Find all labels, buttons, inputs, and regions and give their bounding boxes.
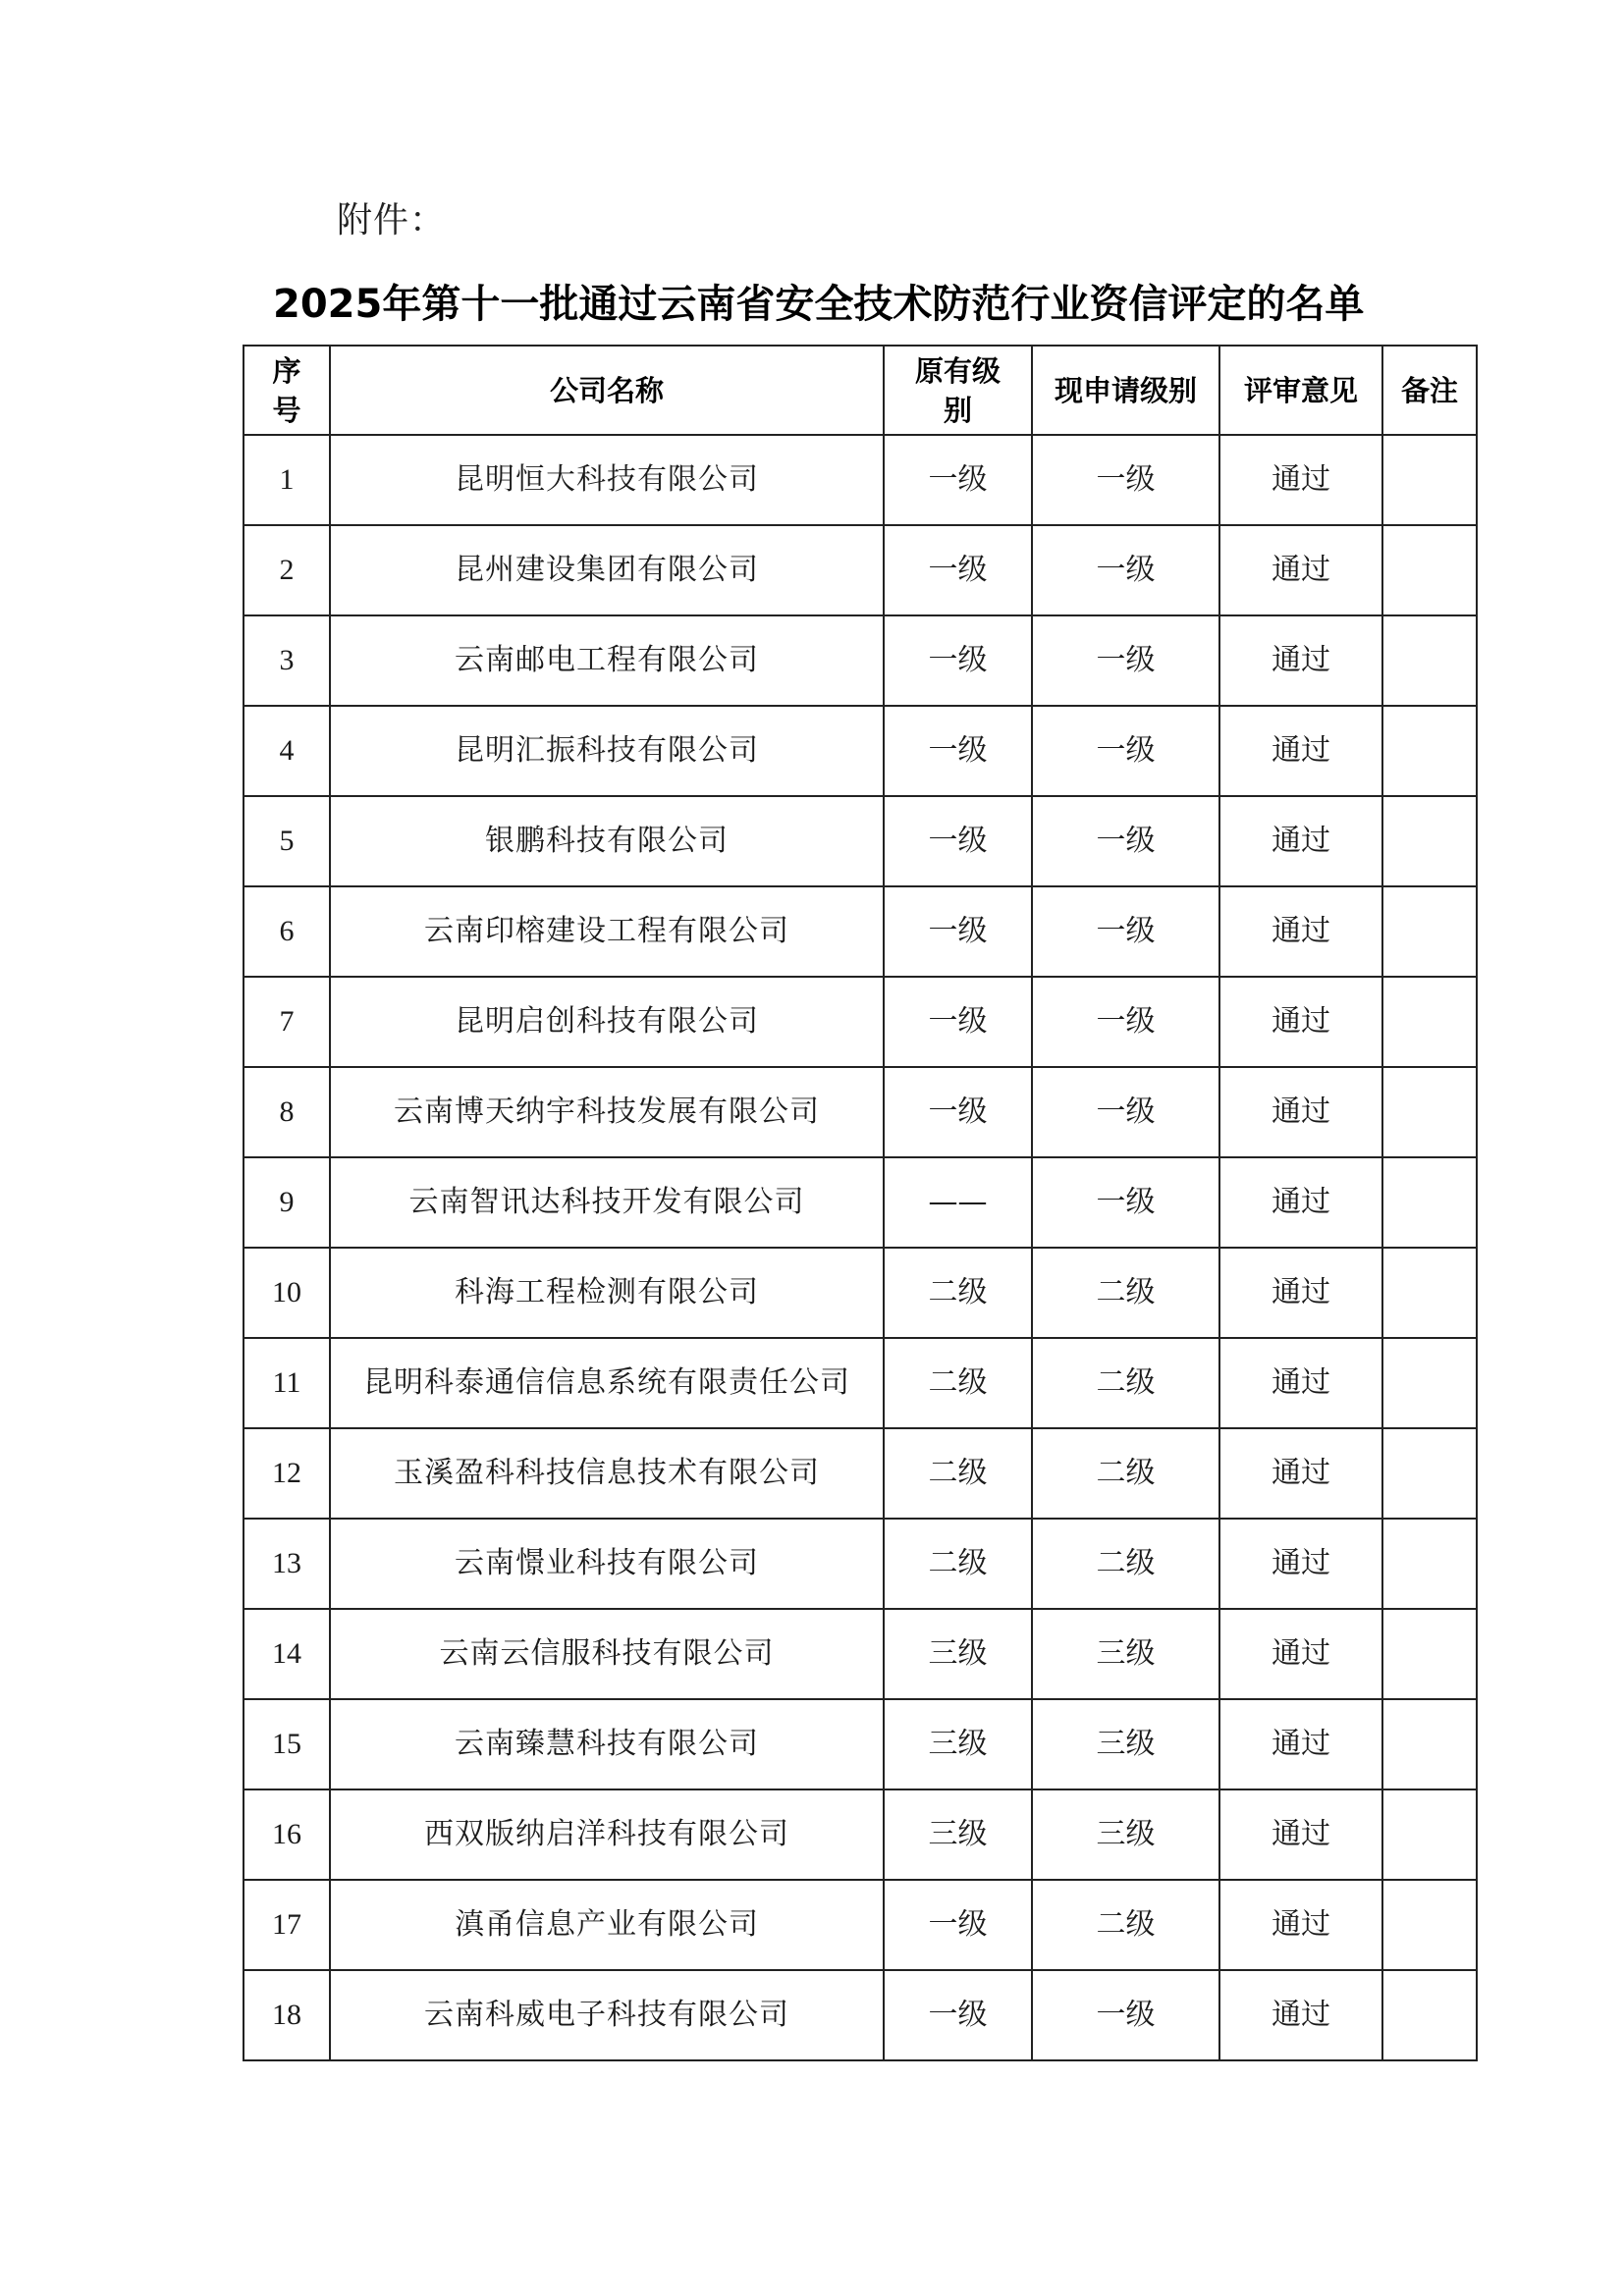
cell-original-level: 三级 (884, 1609, 1032, 1699)
cell-original-level: 一级 (884, 1970, 1032, 2060)
cell-note (1382, 1519, 1477, 1609)
cell-review-opinion: 通过 (1219, 1699, 1382, 1789)
cell-company: 玉溪盈科科技信息技术有限公司 (330, 1428, 884, 1519)
table-header-row (244, 346, 1477, 435)
cell-original-level: 一级 (884, 435, 1032, 525)
cell-seq: 11 (244, 1338, 330, 1428)
cell-seq: 18 (244, 1970, 330, 2060)
cell-company: 科海工程检测有限公司 (330, 1248, 884, 1338)
cell-review-opinion: 通过 (1219, 1609, 1382, 1699)
header-review-opinion: 评审意见 (1219, 346, 1382, 435)
table-row (244, 1970, 1477, 2060)
cell-original-level: 一级 (884, 1880, 1032, 1970)
cell-company: 昆明恒大科技有限公司 (330, 435, 884, 525)
cell-company: 银鹏科技有限公司 (330, 796, 884, 886)
cell-review-opinion: 通过 (1219, 977, 1382, 1067)
approval-list-table (243, 345, 1478, 2061)
header-seq-line2: 号 (272, 393, 301, 427)
cell-company: 云南憬业科技有限公司 (330, 1519, 884, 1609)
cell-company: 云南臻慧科技有限公司 (330, 1699, 884, 1789)
cell-original-level: 二级 (884, 1248, 1032, 1338)
cell-original-level: 一级 (884, 706, 1032, 796)
cell-seq: 15 (244, 1699, 330, 1789)
header-seq-line1: 序 (272, 353, 301, 388)
cell-note (1382, 1970, 1477, 2060)
cell-company: 云南云信服科技有限公司 (330, 1609, 884, 1699)
cell-applied-level: 二级 (1032, 1338, 1219, 1428)
cell-note (1382, 1157, 1477, 1248)
table-row (244, 977, 1477, 1067)
cell-company: 昆明启创科技有限公司 (330, 977, 884, 1067)
cell-original-level: —— (884, 1157, 1032, 1248)
cell-original-level: 一级 (884, 525, 1032, 615)
cell-note (1382, 1338, 1477, 1428)
table-row (244, 796, 1477, 886)
cell-seq: 10 (244, 1248, 330, 1338)
table-row (244, 886, 1477, 977)
table-body (244, 435, 1477, 2060)
cell-seq: 7 (244, 977, 330, 1067)
document-title: 2025年第十一批通过云南省安全技术防范行业资信评定的名单 (273, 282, 1365, 327)
table-row (244, 1338, 1477, 1428)
table-row (244, 1248, 1477, 1338)
cell-company: 云南科威电子科技有限公司 (330, 1970, 884, 2060)
cell-review-opinion: 通过 (1219, 886, 1382, 977)
table-row (244, 615, 1477, 706)
cell-seq: 2 (244, 525, 330, 615)
cell-note (1382, 1789, 1477, 1880)
header-applied-level: 现申请级别 (1032, 346, 1219, 435)
cell-seq: 12 (244, 1428, 330, 1519)
cell-seq: 14 (244, 1609, 330, 1699)
cell-note (1382, 1880, 1477, 1970)
cell-applied-level: 三级 (1032, 1609, 1219, 1699)
cell-company: 云南邮电工程有限公司 (330, 615, 884, 706)
header-orig-line2: 别 (943, 393, 972, 427)
table-row (244, 435, 1477, 525)
cell-note (1382, 615, 1477, 706)
cell-original-level: 一级 (884, 977, 1032, 1067)
cell-company: 昆州建设集团有限公司 (330, 525, 884, 615)
cell-note (1382, 1067, 1477, 1157)
cell-seq: 8 (244, 1067, 330, 1157)
cell-note (1382, 796, 1477, 886)
cell-company: 西双版纳启洋科技有限公司 (330, 1789, 884, 1880)
cell-review-opinion: 通过 (1219, 1880, 1382, 1970)
table-row (244, 1428, 1477, 1519)
cell-seq: 1 (244, 435, 330, 525)
header-original-level (884, 346, 1032, 435)
header-note: 备注 (1382, 346, 1477, 435)
cell-review-opinion: 通过 (1219, 1428, 1382, 1519)
table-row (244, 1519, 1477, 1609)
cell-applied-level: 二级 (1032, 1519, 1219, 1609)
cell-applied-level: 一级 (1032, 977, 1219, 1067)
cell-original-level: 三级 (884, 1699, 1032, 1789)
cell-applied-level: 一级 (1032, 435, 1219, 525)
cell-applied-level: 二级 (1032, 1428, 1219, 1519)
cell-note (1382, 1428, 1477, 1519)
cell-review-opinion: 通过 (1219, 1248, 1382, 1338)
cell-review-opinion: 通过 (1219, 1338, 1382, 1428)
cell-original-level: 一级 (884, 796, 1032, 886)
cell-seq: 6 (244, 886, 330, 977)
table-row (244, 1067, 1477, 1157)
cell-review-opinion: 通过 (1219, 796, 1382, 886)
cell-seq: 4 (244, 706, 330, 796)
header-orig-line1: 原有级 (914, 353, 1001, 388)
cell-note (1382, 525, 1477, 615)
table-row (244, 1699, 1477, 1789)
cell-seq: 3 (244, 615, 330, 706)
cell-original-level: 二级 (884, 1338, 1032, 1428)
cell-seq: 17 (244, 1880, 330, 1970)
cell-applied-level: 一级 (1032, 1970, 1219, 2060)
cell-original-level: 二级 (884, 1519, 1032, 1609)
cell-applied-level: 一级 (1032, 1157, 1219, 1248)
cell-seq: 16 (244, 1789, 330, 1880)
cell-company: 昆明科泰通信信息系统有限责任公司 (330, 1338, 884, 1428)
cell-applied-level: 三级 (1032, 1789, 1219, 1880)
cell-company: 云南印榕建设工程有限公司 (330, 886, 884, 977)
cell-applied-level: 一级 (1032, 796, 1219, 886)
cell-applied-level: 二级 (1032, 1248, 1219, 1338)
cell-review-opinion: 通过 (1219, 435, 1382, 525)
cell-seq: 9 (244, 1157, 330, 1248)
cell-original-level: 一级 (884, 1067, 1032, 1157)
cell-review-opinion: 通过 (1219, 1970, 1382, 2060)
cell-review-opinion: 通过 (1219, 1157, 1382, 1248)
cell-applied-level: 二级 (1032, 1880, 1219, 1970)
cell-review-opinion: 通过 (1219, 1519, 1382, 1609)
cell-review-opinion: 通过 (1219, 615, 1382, 706)
cell-note (1382, 706, 1477, 796)
cell-review-opinion: 通过 (1219, 1067, 1382, 1157)
cell-review-opinion: 通过 (1219, 706, 1382, 796)
cell-note (1382, 435, 1477, 525)
cell-applied-level: 一级 (1032, 886, 1219, 977)
cell-applied-level: 一级 (1032, 706, 1219, 796)
table-row (244, 1880, 1477, 1970)
cell-company: 滇甬信息产业有限公司 (330, 1880, 884, 1970)
header-company: 公司名称 (330, 346, 884, 435)
cell-original-level: 一级 (884, 886, 1032, 977)
table-row (244, 1789, 1477, 1880)
table-row (244, 706, 1477, 796)
cell-original-level: 二级 (884, 1428, 1032, 1519)
cell-original-level: 三级 (884, 1789, 1032, 1880)
attachment-label: 附件： (337, 200, 447, 240)
cell-note (1382, 977, 1477, 1067)
cell-seq: 5 (244, 796, 330, 886)
table-row (244, 1609, 1477, 1699)
cell-note (1382, 1609, 1477, 1699)
cell-note (1382, 1248, 1477, 1338)
cell-applied-level: 一级 (1032, 525, 1219, 615)
table-row (244, 1157, 1477, 1248)
cell-original-level: 一级 (884, 615, 1032, 706)
table-row (244, 525, 1477, 615)
cell-applied-level: 一级 (1032, 1067, 1219, 1157)
cell-company: 云南博天纳宇科技发展有限公司 (330, 1067, 884, 1157)
cell-company: 云南智讯达科技开发有限公司 (330, 1157, 884, 1248)
cell-company: 昆明汇振科技有限公司 (330, 706, 884, 796)
cell-review-opinion: 通过 (1219, 525, 1382, 615)
cell-seq: 13 (244, 1519, 330, 1609)
cell-review-opinion: 通过 (1219, 1789, 1382, 1880)
cell-applied-level: 三级 (1032, 1699, 1219, 1789)
cell-note (1382, 886, 1477, 977)
cell-applied-level: 一级 (1032, 615, 1219, 706)
header-seq (244, 346, 330, 435)
cell-note (1382, 1699, 1477, 1789)
